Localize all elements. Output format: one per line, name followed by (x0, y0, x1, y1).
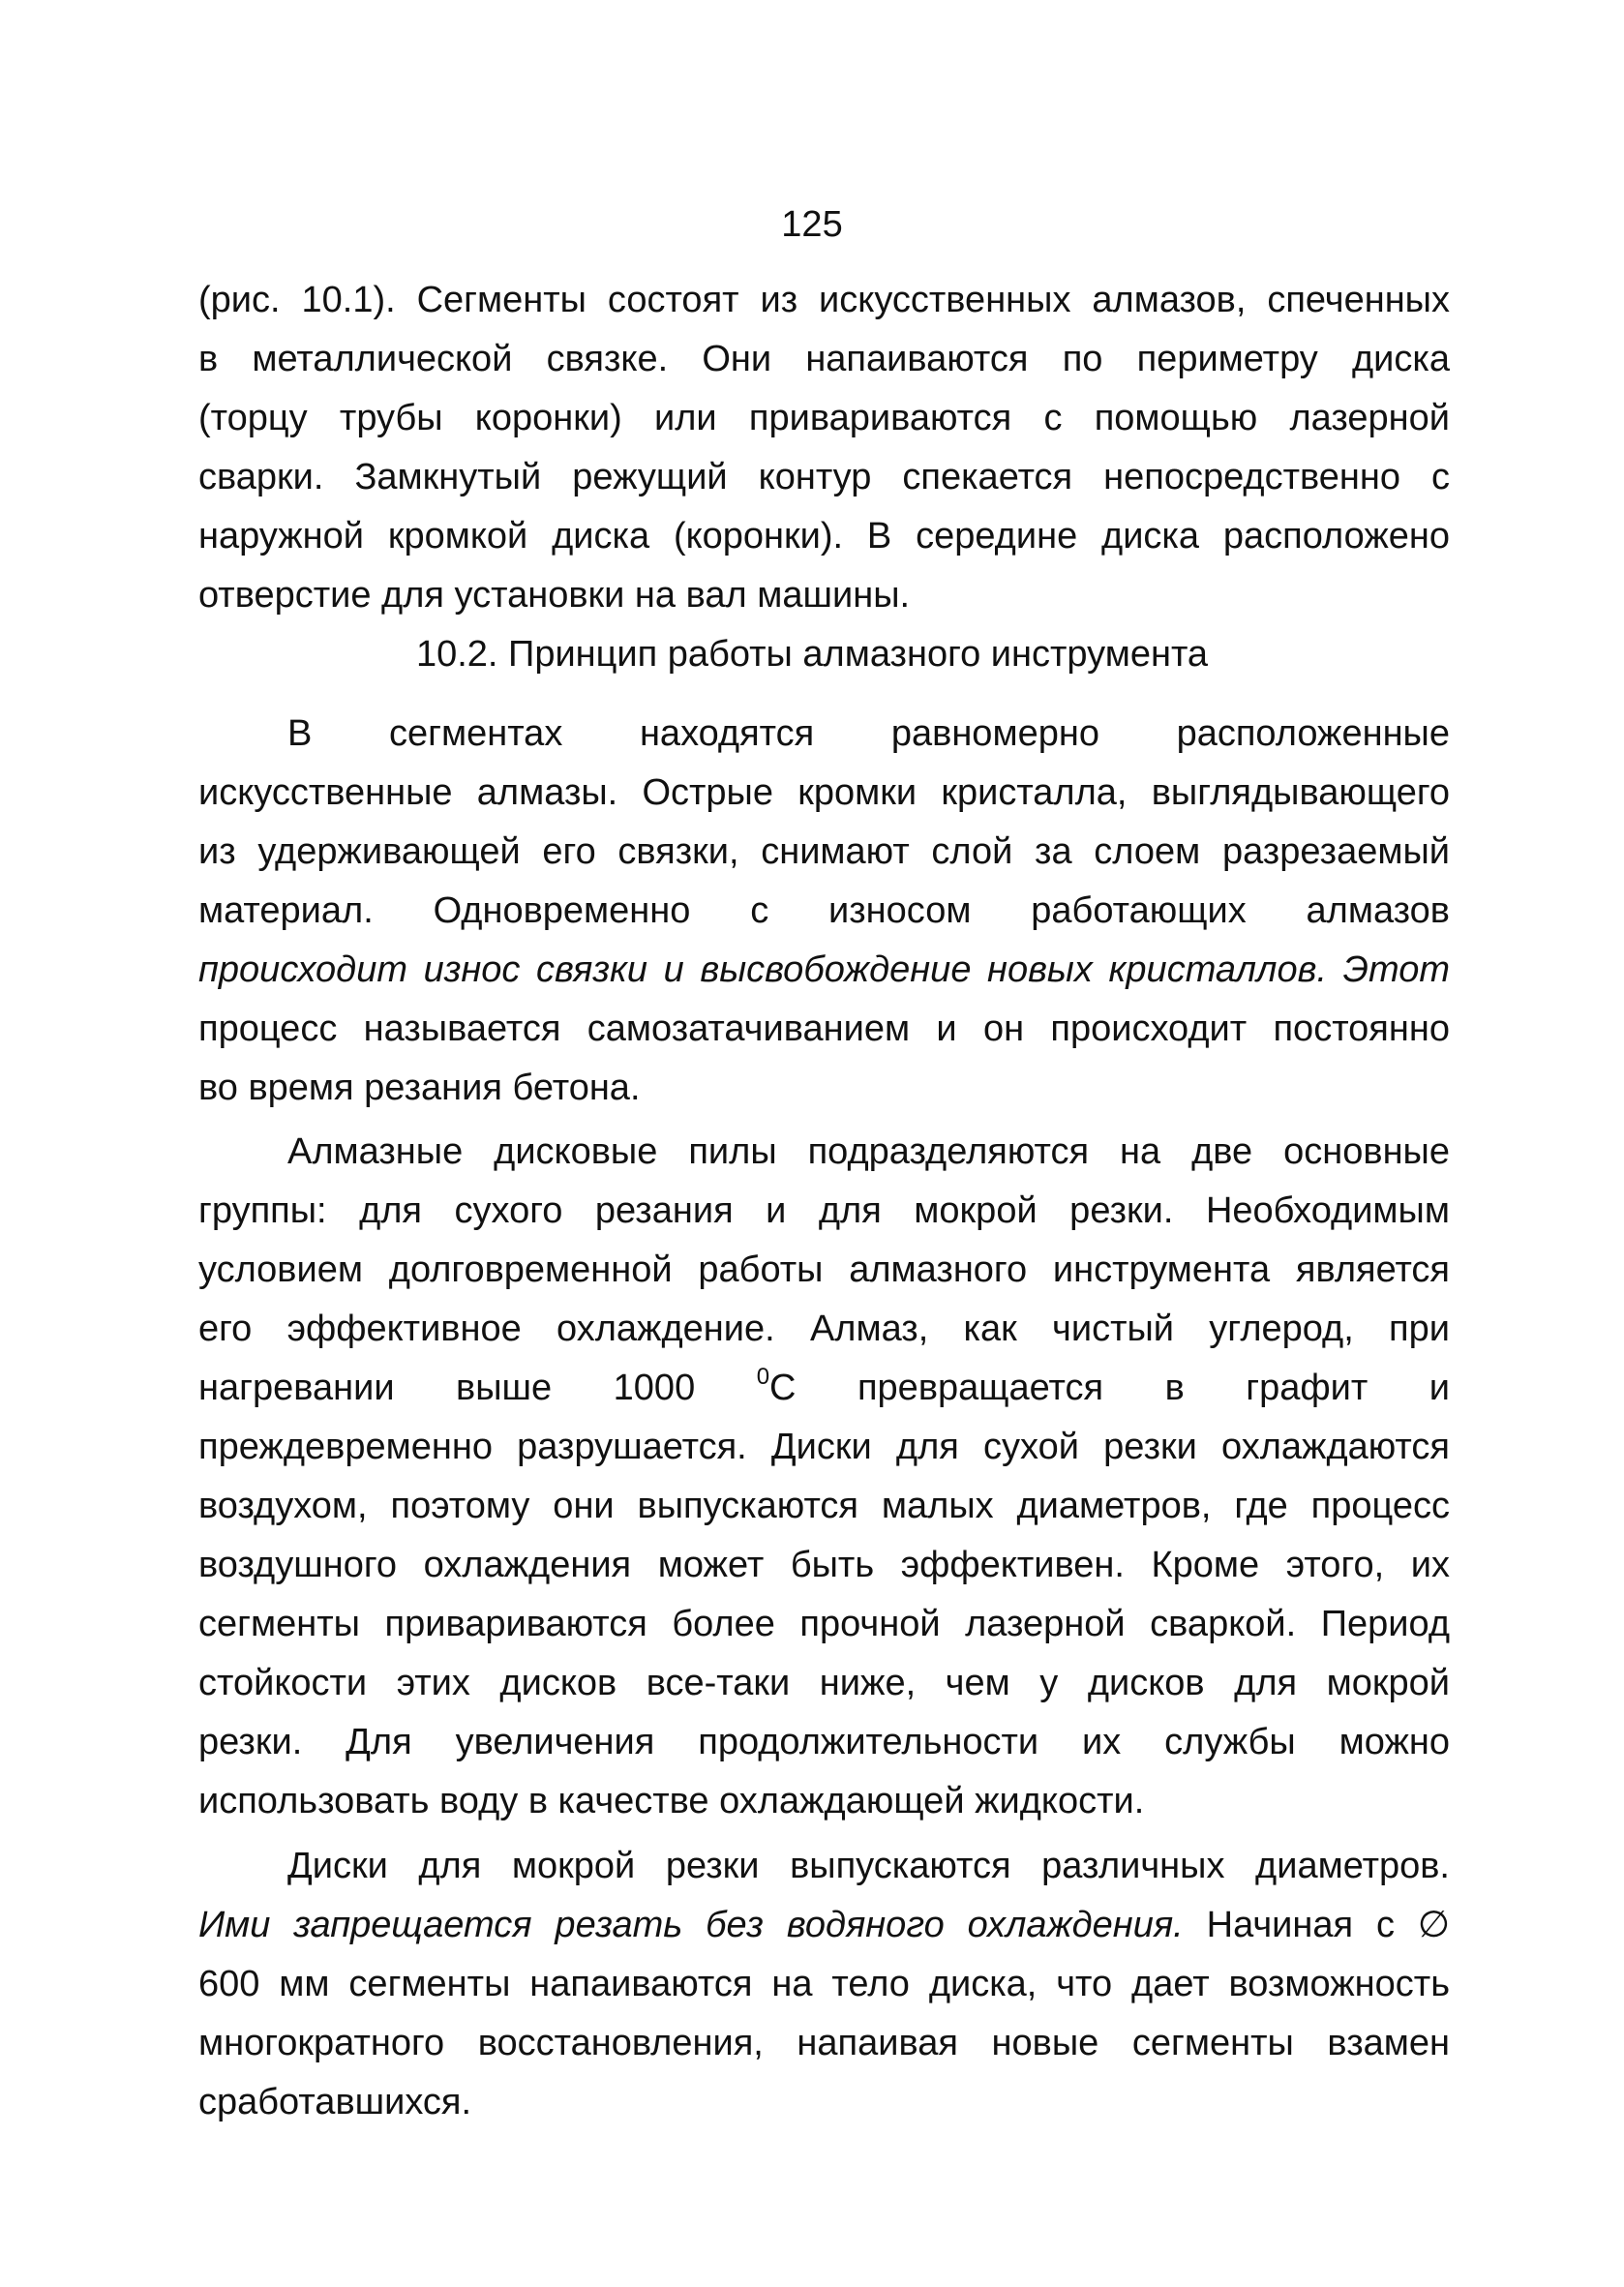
text-line: стойкости этих дисков все-таки ниже, чем у дисков для мокрой (198, 1663, 1450, 1703)
text-line-italic: происходит износ связки и высвобождение новых кристаллов. Этот (198, 949, 1450, 990)
text-line: материал. Одновременно с износом работающих алмазов (198, 890, 1450, 931)
text-line: сварки. Замкнутый режущий контур спекается непосредственно с (198, 457, 1450, 497)
text-line: 600 мм сегменты напаиваются на тело диска, что дает возможность (198, 1964, 1450, 2004)
italic-phrase: Ими запрещается резать без водяного охлаждения. (198, 1905, 1184, 1945)
text-line: резки. Для увеличения продолжительности их службы можно (198, 1722, 1450, 1762)
text-line: преждевременно разрушается. Диски для сухой резки охлаждаются (198, 1427, 1450, 1467)
temp-text-after: С превращается в графит и (769, 1368, 1450, 1408)
text-line: в металлической связке. Они напаиваются по периметру диска (198, 339, 1450, 379)
temperature-line (198, 1359, 1450, 1417)
page-number: 125 (781, 204, 843, 245)
text-line: отверстие для установки на вал машины. (198, 575, 911, 616)
text-line: группы: для сухого резания и для мокрой резки. Необходимым (198, 1190, 1450, 1231)
text-line: сегменты привариваются более прочной лазерной сваркой. Период (198, 1604, 1450, 1644)
section-heading: 10.2. Принцип работы алмазного инструмента (415, 634, 1209, 675)
text-line: Алмазные дисковые пилы подразделяются на две основные (287, 1131, 1450, 1172)
mixed-line (198, 1896, 1450, 1954)
text-line: искусственные алмазы. Острые кромки кристалла, выглядывающего (198, 772, 1450, 813)
text-line: его эффективное охлаждение. Алмаз, как чистый углерод, при (198, 1309, 1450, 1349)
temp-text-before: нагревании выше 1000 (198, 1368, 696, 1408)
text-line: воздухом, поэтому они выпускаются малых диаметров, где процесс (198, 1486, 1450, 1526)
text-line: из удерживающей его связки, снимают слой за слоем разрезаемый (198, 831, 1450, 872)
text-span: Начиная с ∅ (1183, 1905, 1450, 1945)
text-line: условием долговременной работы алмазного инструмента является (198, 1249, 1450, 1290)
text-line: (рис. 10.1). Сегменты состоят из искусственных алмазов, спеченных (198, 280, 1450, 320)
degree-superscript: 0 (756, 1364, 770, 1390)
text-line: во время резания бетона. (198, 1068, 641, 1108)
text-line: сработавшихся. (198, 2082, 472, 2122)
text-line: процесс называется самозатачиванием и он происходит постоянно (198, 1008, 1450, 1049)
text-line: В сегментах находятся равномерно расположенные (287, 713, 1450, 754)
text-line: многократного восстановления, напаивая новые сегменты взамен (198, 2023, 1450, 2063)
text-line: воздушного охлаждения может быть эффективен. Кроме этого, их (198, 1545, 1450, 1585)
text-line: наружной кромкой диска (коронки). В середине диска расположено (198, 516, 1450, 557)
text-line: Диски для мокрой резки выпускаются различных диаметров. (287, 1846, 1450, 1886)
text-line: использовать воду в качестве охлаждающей жидкости. (198, 1781, 1145, 1821)
text-line: (торцу трубы коронки) или привариваются с помощью лазерной (198, 398, 1450, 438)
